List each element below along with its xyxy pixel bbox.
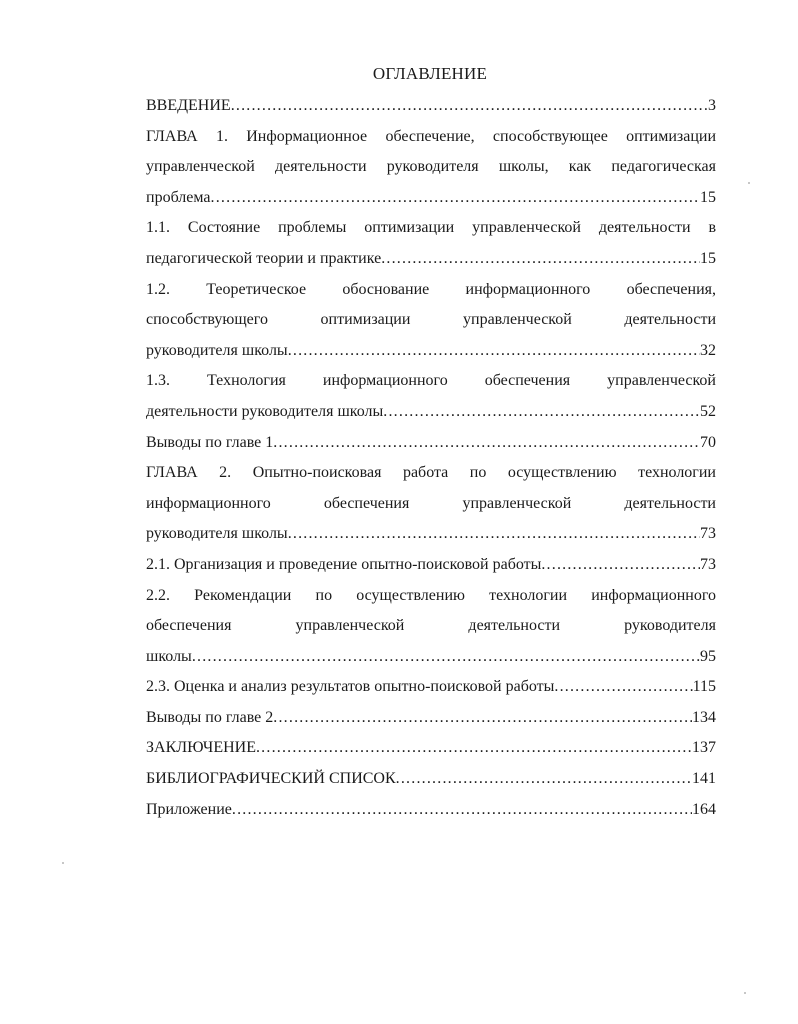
- toc-entry: [146, 733, 716, 764]
- toc-page-number: 32: [700, 341, 716, 359]
- scan-speck: [744, 992, 746, 994]
- toc-entry-text: 2.3. Оценка и анализ результатов опытно-поисковой работы: [146, 678, 555, 696]
- toc-entry-text: Выводы по главе 2: [146, 708, 274, 726]
- toc-line-with-page: [146, 397, 716, 428]
- toc-entry-text: обеспечения управленческой деятельности руководителя: [146, 617, 716, 635]
- toc-line-with-page: [146, 764, 716, 795]
- dot-leader: [541, 550, 700, 581]
- toc-entry-text: 2.1. Организация и проведение опытно-поисковой работы: [146, 555, 542, 573]
- toc-page-number: 73: [700, 555, 716, 573]
- toc-page-number: 73: [700, 525, 716, 543]
- toc-line-with-page: [146, 244, 716, 275]
- scan-speck: [62, 862, 64, 864]
- toc-page-number: 95: [700, 647, 716, 665]
- dot-leader: [273, 428, 700, 459]
- dot-leader: [396, 764, 692, 795]
- toc-line-with-page: [146, 703, 716, 734]
- toc-entry-text: 1.1. Состояние проблемы оптимизации управленческой деятельности в: [146, 219, 716, 237]
- toc-entry: [146, 672, 716, 703]
- dot-leader: [256, 733, 692, 764]
- toc-page-number: 3: [708, 97, 716, 114]
- dot-leader: [381, 244, 700, 275]
- toc-entry-text: ЗАКЛЮЧЕНИЕ: [146, 739, 256, 757]
- toc-entry: [146, 122, 716, 214]
- toc-page-number: 70: [700, 433, 716, 451]
- dot-leader: [211, 183, 700, 214]
- toc-entry-text: руководителя школы: [146, 525, 288, 543]
- toc-entry-text: ВВЕДЕНИЕ: [146, 97, 231, 114]
- dot-leader: [273, 703, 692, 734]
- toc-entry-text: деятельности руководителя школы: [146, 402, 384, 420]
- toc-entry-text: управленческой деятельности руководителя школы, как педагогическая: [146, 158, 716, 176]
- scan-speck: [748, 182, 750, 184]
- dot-leader: [192, 642, 700, 673]
- toc-page-number: 15: [700, 188, 716, 206]
- toc-entry-text: БИБЛИОГРАФИЧЕСКИЙ СПИСОК: [146, 770, 396, 788]
- toc-page-number: 15: [700, 249, 716, 267]
- toc-page-number: 115: [692, 678, 716, 696]
- toc-page-number: 137: [692, 739, 716, 757]
- toc-entry: [146, 795, 716, 826]
- toc-entry-text: информационного обеспечения управленческой деятельности: [146, 494, 716, 512]
- toc-entry-text: ГЛАВА 1. Информационное обеспечение, способствующее оптимизации: [146, 127, 716, 145]
- toc-line-with-page: [146, 519, 716, 550]
- toc-entry-text: 1.2. Теоретическое обоснование информационного обеспечения,: [146, 280, 716, 298]
- toc-entry: [146, 91, 716, 122]
- toc-entry: [146, 703, 716, 734]
- dot-leader: [383, 397, 700, 428]
- toc-line-with-page: [146, 428, 716, 459]
- toc-page-number: 52: [700, 402, 716, 420]
- toc-entry: [146, 458, 716, 550]
- toc-entry: [146, 764, 716, 795]
- table-of-contents: [146, 91, 716, 825]
- toc-entry-text: 1.3. Технология информационного обеспечения управленческой: [146, 372, 716, 390]
- toc-line-with-page: [146, 642, 716, 673]
- toc-entry: [146, 275, 716, 367]
- toc-line-with-page: [146, 550, 716, 581]
- toc-entry: [146, 213, 716, 274]
- toc-page-number: 164: [692, 800, 716, 818]
- toc-entry: [146, 428, 716, 459]
- toc-entry: [146, 581, 716, 673]
- toc-page-number: 141: [692, 770, 716, 788]
- toc-line-with-page: [146, 672, 716, 703]
- toc-line-with-page: [146, 336, 716, 367]
- toc-entry: [146, 366, 716, 427]
- toc-line-with-page: [146, 183, 716, 214]
- toc-line-with-page: [146, 795, 716, 826]
- toc-entry-text: способствующего оптимизации управленческой деятельности: [146, 311, 716, 329]
- toc-entry-text: проблема: [146, 188, 211, 206]
- toc-page-number: 134: [692, 708, 716, 726]
- dot-leader: [232, 795, 692, 826]
- toc-entry-text: 2.2. Рекомендации по осуществлению технологии информационного: [146, 586, 716, 604]
- toc-entry-text: школы: [146, 647, 192, 665]
- toc-line-with-page: [146, 733, 716, 764]
- toc-title: ОГЛАВЛЕНИЕ: [372, 64, 488, 83]
- toc-entry-text: Приложение: [146, 800, 232, 818]
- dot-leader: [231, 91, 708, 122]
- toc-line-with-page: [146, 91, 716, 122]
- toc-entry-text: ГЛАВА 2. Опытно-поисковая работа по осуществлению технологии: [146, 464, 716, 482]
- dot-leader: [288, 519, 700, 550]
- toc-entry-text: педагогической теории и практике: [146, 249, 382, 267]
- dot-leader: [288, 336, 700, 367]
- dot-leader: [554, 672, 692, 703]
- toc-entry: [146, 550, 716, 581]
- toc-entry-text: Выводы по главе 1: [146, 433, 274, 451]
- toc-entry-text: руководителя школы: [146, 341, 288, 359]
